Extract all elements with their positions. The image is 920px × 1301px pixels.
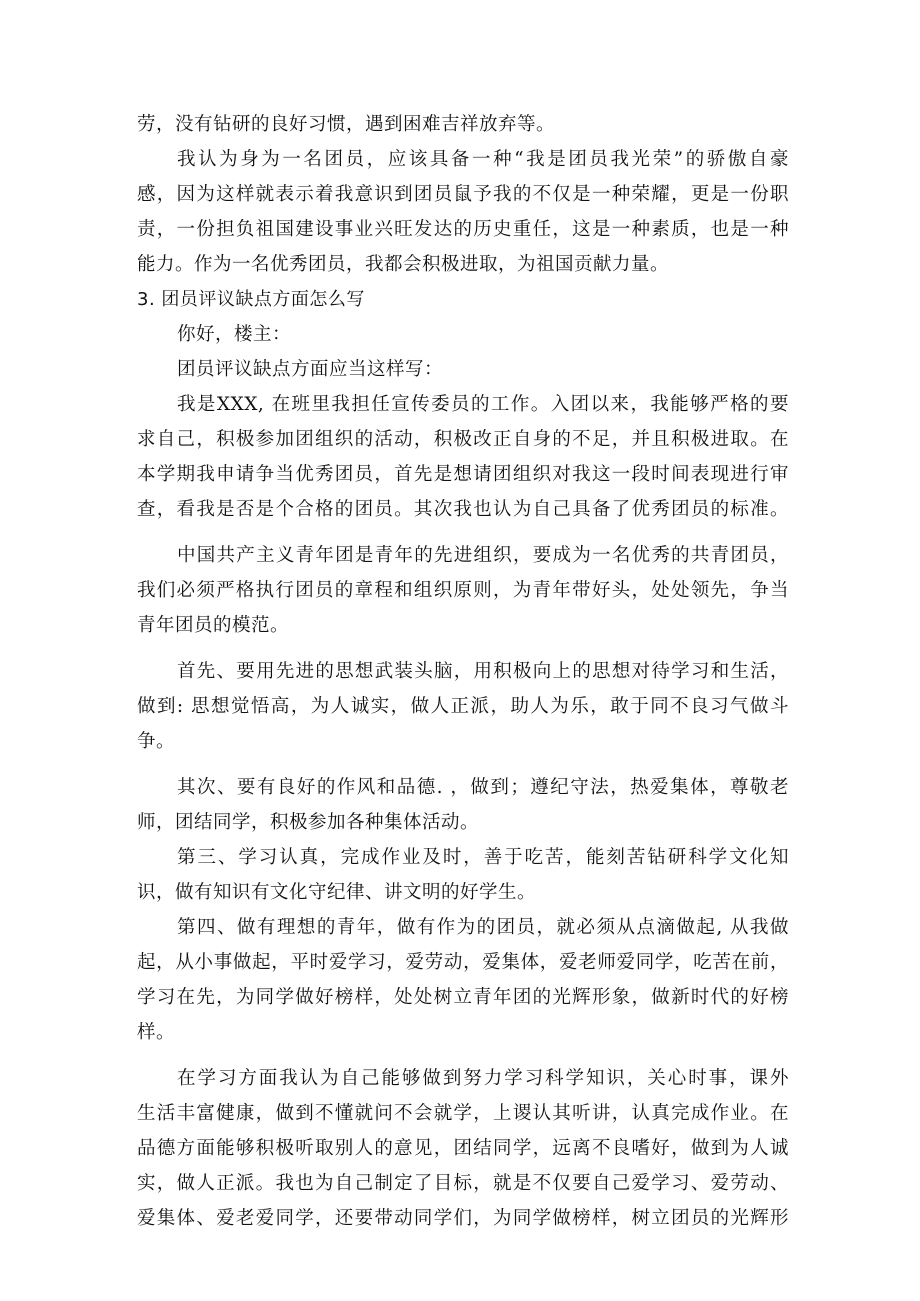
text-line: 团员评议缺点方面应当这样写：: [177, 359, 444, 380]
paragraph-study: [137, 1061, 789, 1236]
paragraph-first: [137, 654, 789, 759]
text-line: 我是XXX, 在班里我担任宣传委员的工作。入团以来，我能够严格的要: [177, 394, 789, 415]
text-line: 本学期我申请争当优秀团员，首先是想请团组织对我这一段时间表现进行审: [137, 464, 789, 485]
text-line: 在学习方面我认为自己能够做到努力学习科学知识，关心时事，课外: [177, 1068, 789, 1089]
text-line: 实，做人正派。我也为自己制定了目标，就是不仅要自己爱学习、爱劳动、: [137, 1173, 789, 1194]
text-line: 我认为身为一名团员，应该具备一种“我是团员我光荣”的骄傲自豪: [177, 149, 789, 170]
text-line: 样。: [137, 1022, 176, 1043]
paragraph-honor: [137, 142, 789, 282]
text-line: 争。: [137, 731, 176, 752]
text-line: 责，一份担负祖国建设事业兴旺发达的历史重任，这是一种素质，也是一种: [137, 219, 789, 240]
text-line: 师，团结同学，积极参加各种集体活动。: [137, 812, 480, 833]
paragraph-gap: [137, 1050, 789, 1061]
text-line: 第四、做有理想的青年，做有作为的团员，就必须从点滴做起, 从我做: [177, 917, 789, 938]
paragraph-league: [137, 538, 789, 643]
document-body: [137, 107, 789, 1236]
text-line: 生活丰富健康，做到不懂就问不会就学，上谡认其听讲，认真完成作业。在: [137, 1103, 789, 1124]
text-line: 品德方面能够积极听取别人的意见，团结同学，远离不良嗜好，做到为人诚: [137, 1138, 789, 1159]
section-heading: [137, 282, 789, 317]
text-line: 爱集体、爱老爱同学，还要带动同学们，为同学做榜样，树立团员的光辉形: [137, 1208, 789, 1229]
text-line: 中国共产主义青年团是青年的先进组织，要成为一名优秀的共青团员，: [177, 545, 789, 566]
text-line: 第三、学习认真，完成作业及时，善于吃苦，能刻苦钻研科学文化知: [177, 847, 789, 868]
heading-text: 3. 团员评议缺点方面怎么写: [137, 289, 365, 310]
text-line: 学习在先，为同学做好榜样，处处树立青年团的光辉形象，做新时代的好榜: [137, 987, 789, 1008]
text-line: 青年团员的模范。: [137, 615, 290, 636]
text-line: 识，做有知识有文化守纪律、讲文明的好学生。: [137, 882, 537, 903]
text-line: 你好，楼主：: [177, 324, 292, 345]
paragraph-greeting: [137, 317, 789, 352]
paragraph-third: [137, 840, 789, 910]
text-line: 查，看我是否是个合格的团员。其次我也认为自己具备了优秀团员的标准。: [137, 499, 789, 520]
paragraph-gap: [137, 759, 789, 770]
text-line: 做到: 思想觉悟高，为人诚实，做人正派，助人为乐，敢于同不良习气做斗: [137, 696, 789, 717]
text-line: 其次、要有良好的作风和品德. ，做到；遵纪守法，热爱集体，尊敬老: [177, 777, 789, 798]
paragraph-gap: [137, 527, 789, 538]
text-line: 我们必须严格执行团员的章程和组织原则，为青年带好头，处处领先，争当: [137, 580, 789, 601]
paragraph-second: [137, 770, 789, 840]
text-line: 求自己，积极参加团组织的活动，积极改正自身的不足，并且积极进取。在: [137, 429, 789, 450]
paragraph-gap: [137, 643, 789, 654]
text-line: 起，从小事做起，平时爱学习，爱劳动，爱集体，爱老师爱同学，吃苦在前，: [137, 952, 789, 973]
text-line: 能力。作为一名优秀团员，我都会积极进取，为祖国贡献力量。: [137, 254, 670, 275]
text-line: 感，因为这样就表示着我意识到团员鼠予我的不仅是一种荣耀，更是一份职: [137, 184, 789, 205]
paragraph-fourth: [137, 910, 789, 1050]
paragraph-intro: [137, 352, 789, 387]
paragraph-self-intro: [137, 387, 789, 527]
text-line: 劳，没有钻研的良好习惯，遇到困难吉祥放弃等。: [137, 114, 556, 135]
text-line: 首先、要用先进的思想武装头脑，用积极向上的思想对待学习和生活，: [177, 661, 789, 682]
paragraph-continuation: [137, 107, 789, 142]
